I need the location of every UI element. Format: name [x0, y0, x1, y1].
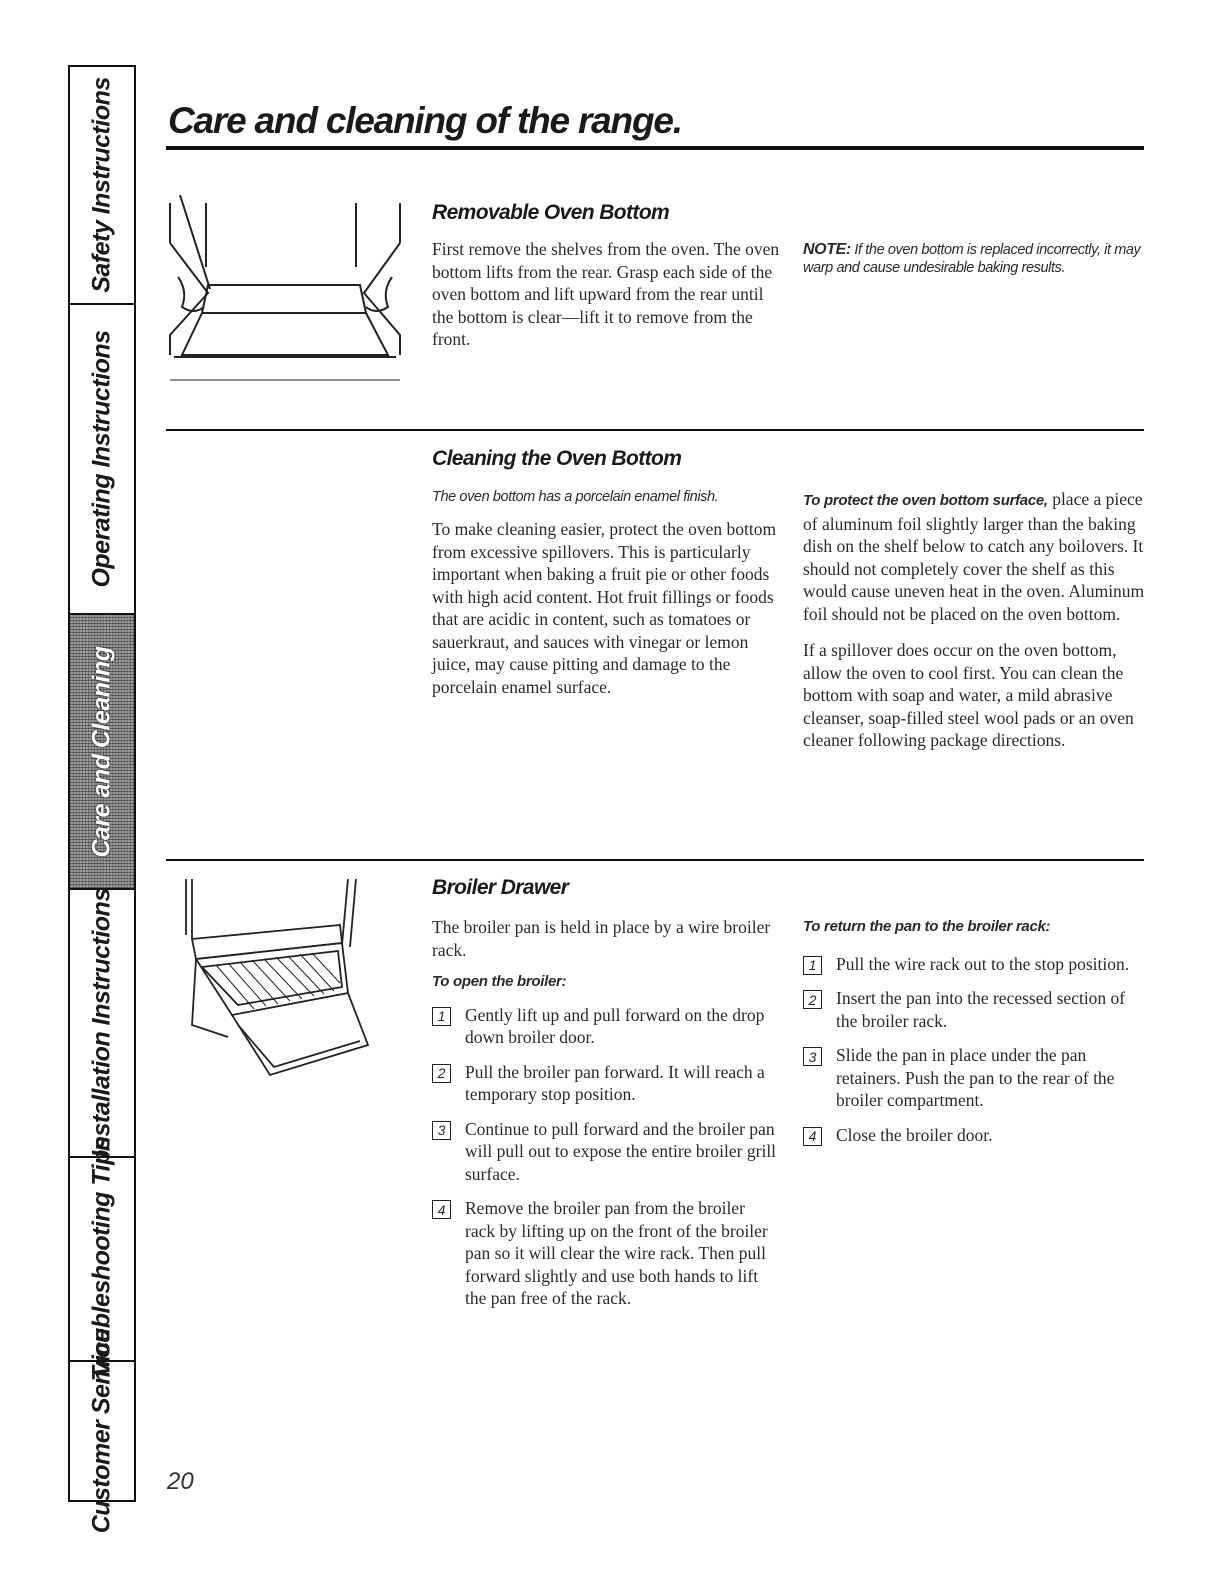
title-rule [166, 146, 1144, 150]
cleaning-right-column [803, 488, 1153, 762]
note-label: NOTE: [803, 241, 851, 258]
broiler-drawer-illustration [172, 875, 377, 1085]
protect-label: To protect the oven bottom surface, [803, 492, 1048, 509]
step-number: 3 [432, 1121, 451, 1140]
open-step [432, 1118, 777, 1186]
broiler-right-column [803, 916, 1148, 1158]
section-divider [166, 429, 1144, 431]
tab-operating-instructions[interactable] [70, 305, 134, 615]
step-number: 2 [803, 990, 822, 1009]
tab-label: Troubleshooting Tips [87, 1136, 116, 1382]
page-title: Care and cleaning of the range. [168, 100, 682, 141]
side-tabs [68, 65, 136, 1534]
step-number: 3 [803, 1047, 822, 1066]
note-text: If the oven bottom is replaced incorrectly, it may warp and cause undesirable baking results. [803, 242, 1141, 276]
step-text: Pull the wire rack out to the stop position. [836, 953, 1130, 974]
open-step [432, 1004, 777, 1049]
step-text: Close the broiler door. [836, 1124, 993, 1145]
tab-installation-instructions[interactable] [70, 890, 134, 1158]
tab-care-and-cleaning[interactable] [70, 615, 134, 890]
return-step [803, 953, 1148, 976]
cleaning-body: To make cleaning easier, protect the oven bottom from excessive spillovers. This is particularly important when baking a fruit pie or other foods with high acid content. Hot fruit fillings or foods that are acidic in content, such as tomatoes or sauerkraut, and sauces with vinegar or lemon juice, may cause pitting and damage to the porcelain enamel surface. [432, 519, 777, 697]
tab-label: Installation Instructions [87, 888, 116, 1158]
return-step [803, 987, 1148, 1032]
open-step [432, 1061, 777, 1106]
tab-customer-service[interactable] [70, 1328, 134, 1534]
broiler-left-column [432, 916, 777, 1322]
removable-note [803, 241, 1153, 277]
step-number: 4 [803, 1127, 822, 1146]
step-number: 2 [432, 1064, 451, 1083]
step-text: Remove the broiler pan from the broiler rack by lifting up on the front of the broiler pan so it will clear the wire rack. Then pull forward slightly and use both hands to lift the pan free of the rack. [465, 1198, 768, 1308]
broiler-intro: The broiler pan is held in place by a wire broiler rack. [432, 917, 771, 960]
step-text: Insert the pan into the recessed section of the broiler rack. [836, 988, 1126, 1031]
step-text: Gently lift up and pull forward on the drop down broiler door. [465, 1004, 765, 1047]
return-step [803, 1124, 1148, 1147]
removable-oven-bottom-text [432, 238, 782, 361]
step-number: 1 [432, 1007, 451, 1026]
section-divider [166, 859, 1144, 861]
open-broiler-heading: To open the broiler: [432, 973, 567, 990]
step-text: Pull the broiler pan forward. It will reach a temporary stop position. [465, 1061, 765, 1104]
tab-label: Safety Instructions [87, 77, 116, 293]
protect-text: place a piece of aluminum foil slightly larger than the baking dish on the shelf below to catch any boilovers. It should not completely cover the shelf as this would cause uneven heat in the oven. Aluminum foil should not be placed on the oven bottom. [803, 489, 1145, 624]
tab-label: Customer Service [87, 1328, 116, 1534]
cleaning-left-column [432, 488, 782, 708]
open-step [432, 1197, 777, 1310]
removable-oven-bottom-heading: Removable Oven Bottom [432, 201, 670, 224]
page-number: 20 [167, 1468, 194, 1495]
removable-oven-bottom-body: First remove the shelves from the oven. The oven bottom lifts from the rear. Grasp each side of the oven bottom and lift upward from the rear until the bottom is clear—lift it to remove from the front. [432, 239, 780, 349]
step-number: 1 [803, 956, 822, 975]
porcelain-finish-note: The oven bottom has a porcelain enamel finish. [432, 489, 719, 505]
cleaning-oven-bottom-heading: Cleaning the Oven Bottom [432, 447, 682, 470]
return-pan-heading: To return the pan to the broiler rack: [803, 918, 1051, 935]
tab-safety-instructions[interactable] [70, 67, 134, 305]
tab-label: Operating Instructions [87, 330, 116, 588]
spillover-text: If a spillover does occur on the oven bottom, allow the oven to cool first. You can clean the bottom with soap and water, a mild abrasive cleanser, soap-filled steel wool pads or an oven cleaner following package directions. [803, 640, 1134, 750]
tab-label: Care and Cleaning [87, 646, 116, 857]
step-text: Continue to pull forward and the broiler pan will pull out to expose the entire broiler grill surface. [465, 1118, 777, 1184]
oven-bottom-illustration [160, 195, 410, 385]
broiler-drawer-heading: Broiler Drawer [432, 876, 569, 899]
step-text: Slide the pan in place under the pan retainers. Push the pan to the rear of the broiler compartment. [836, 1045, 1115, 1110]
return-step [803, 1044, 1148, 1112]
step-number: 4 [432, 1200, 451, 1219]
